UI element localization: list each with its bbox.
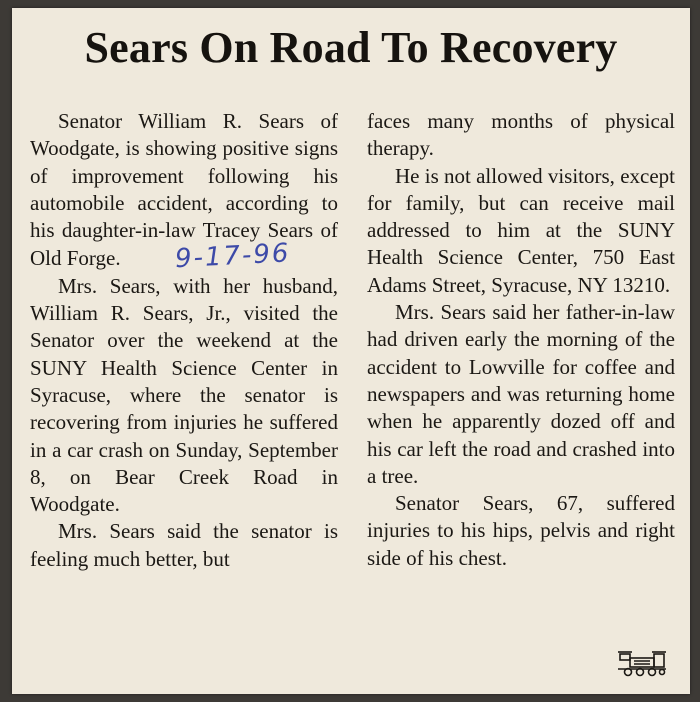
article-column-left	[30, 108, 338, 573]
paragraph-5: Mrs. Sears said her father-in-law had driven early the morning of the accident to Lowville for coffee and newspapers and was returning home when he apparently dozed off and his car left the road and crashed into a tree.	[367, 300, 675, 488]
paragraph-1: Senator William R. Sears of Woodgate, is showing positive signs of improvement following his automobile accident, according to his daughter-in-law Tracey Sears of Old Forge. 9-17-96	[30, 109, 338, 275]
paragraph-6: Senator Sears, 67, suffered injuries to his hips, pelvis and right side of his chest.	[367, 491, 675, 570]
article-column-right	[367, 108, 675, 572]
paragraph-3: Mrs. Sears said the senator is feeling much better, but	[30, 519, 338, 571]
paragraph-4: He is not allowed visitors, except for family, but can receive mail addressed to him at the SUNY Health Science Center, 750 East Adams Street, Syracuse, NY 13210.	[367, 163, 675, 297]
handwritten-date: 9-17-96	[173, 238, 291, 275]
headline: Sears On Road To Recovery	[84, 23, 618, 72]
train-icon	[616, 648, 668, 678]
newspaper-clipping	[12, 8, 690, 694]
paragraph-2: Mrs. Sears, with her husband, William R. Sears, Jr., visited the Senator over the weekend at the SUNY Health Science Center in Syracuse, where the senator is recovering from injuries he suffered in a car crash on Sunday, September 8, on Bear Creek Road in Woodgate.	[30, 273, 338, 517]
paragraph-3-continued: faces many months of physical therapy.	[367, 109, 675, 161]
